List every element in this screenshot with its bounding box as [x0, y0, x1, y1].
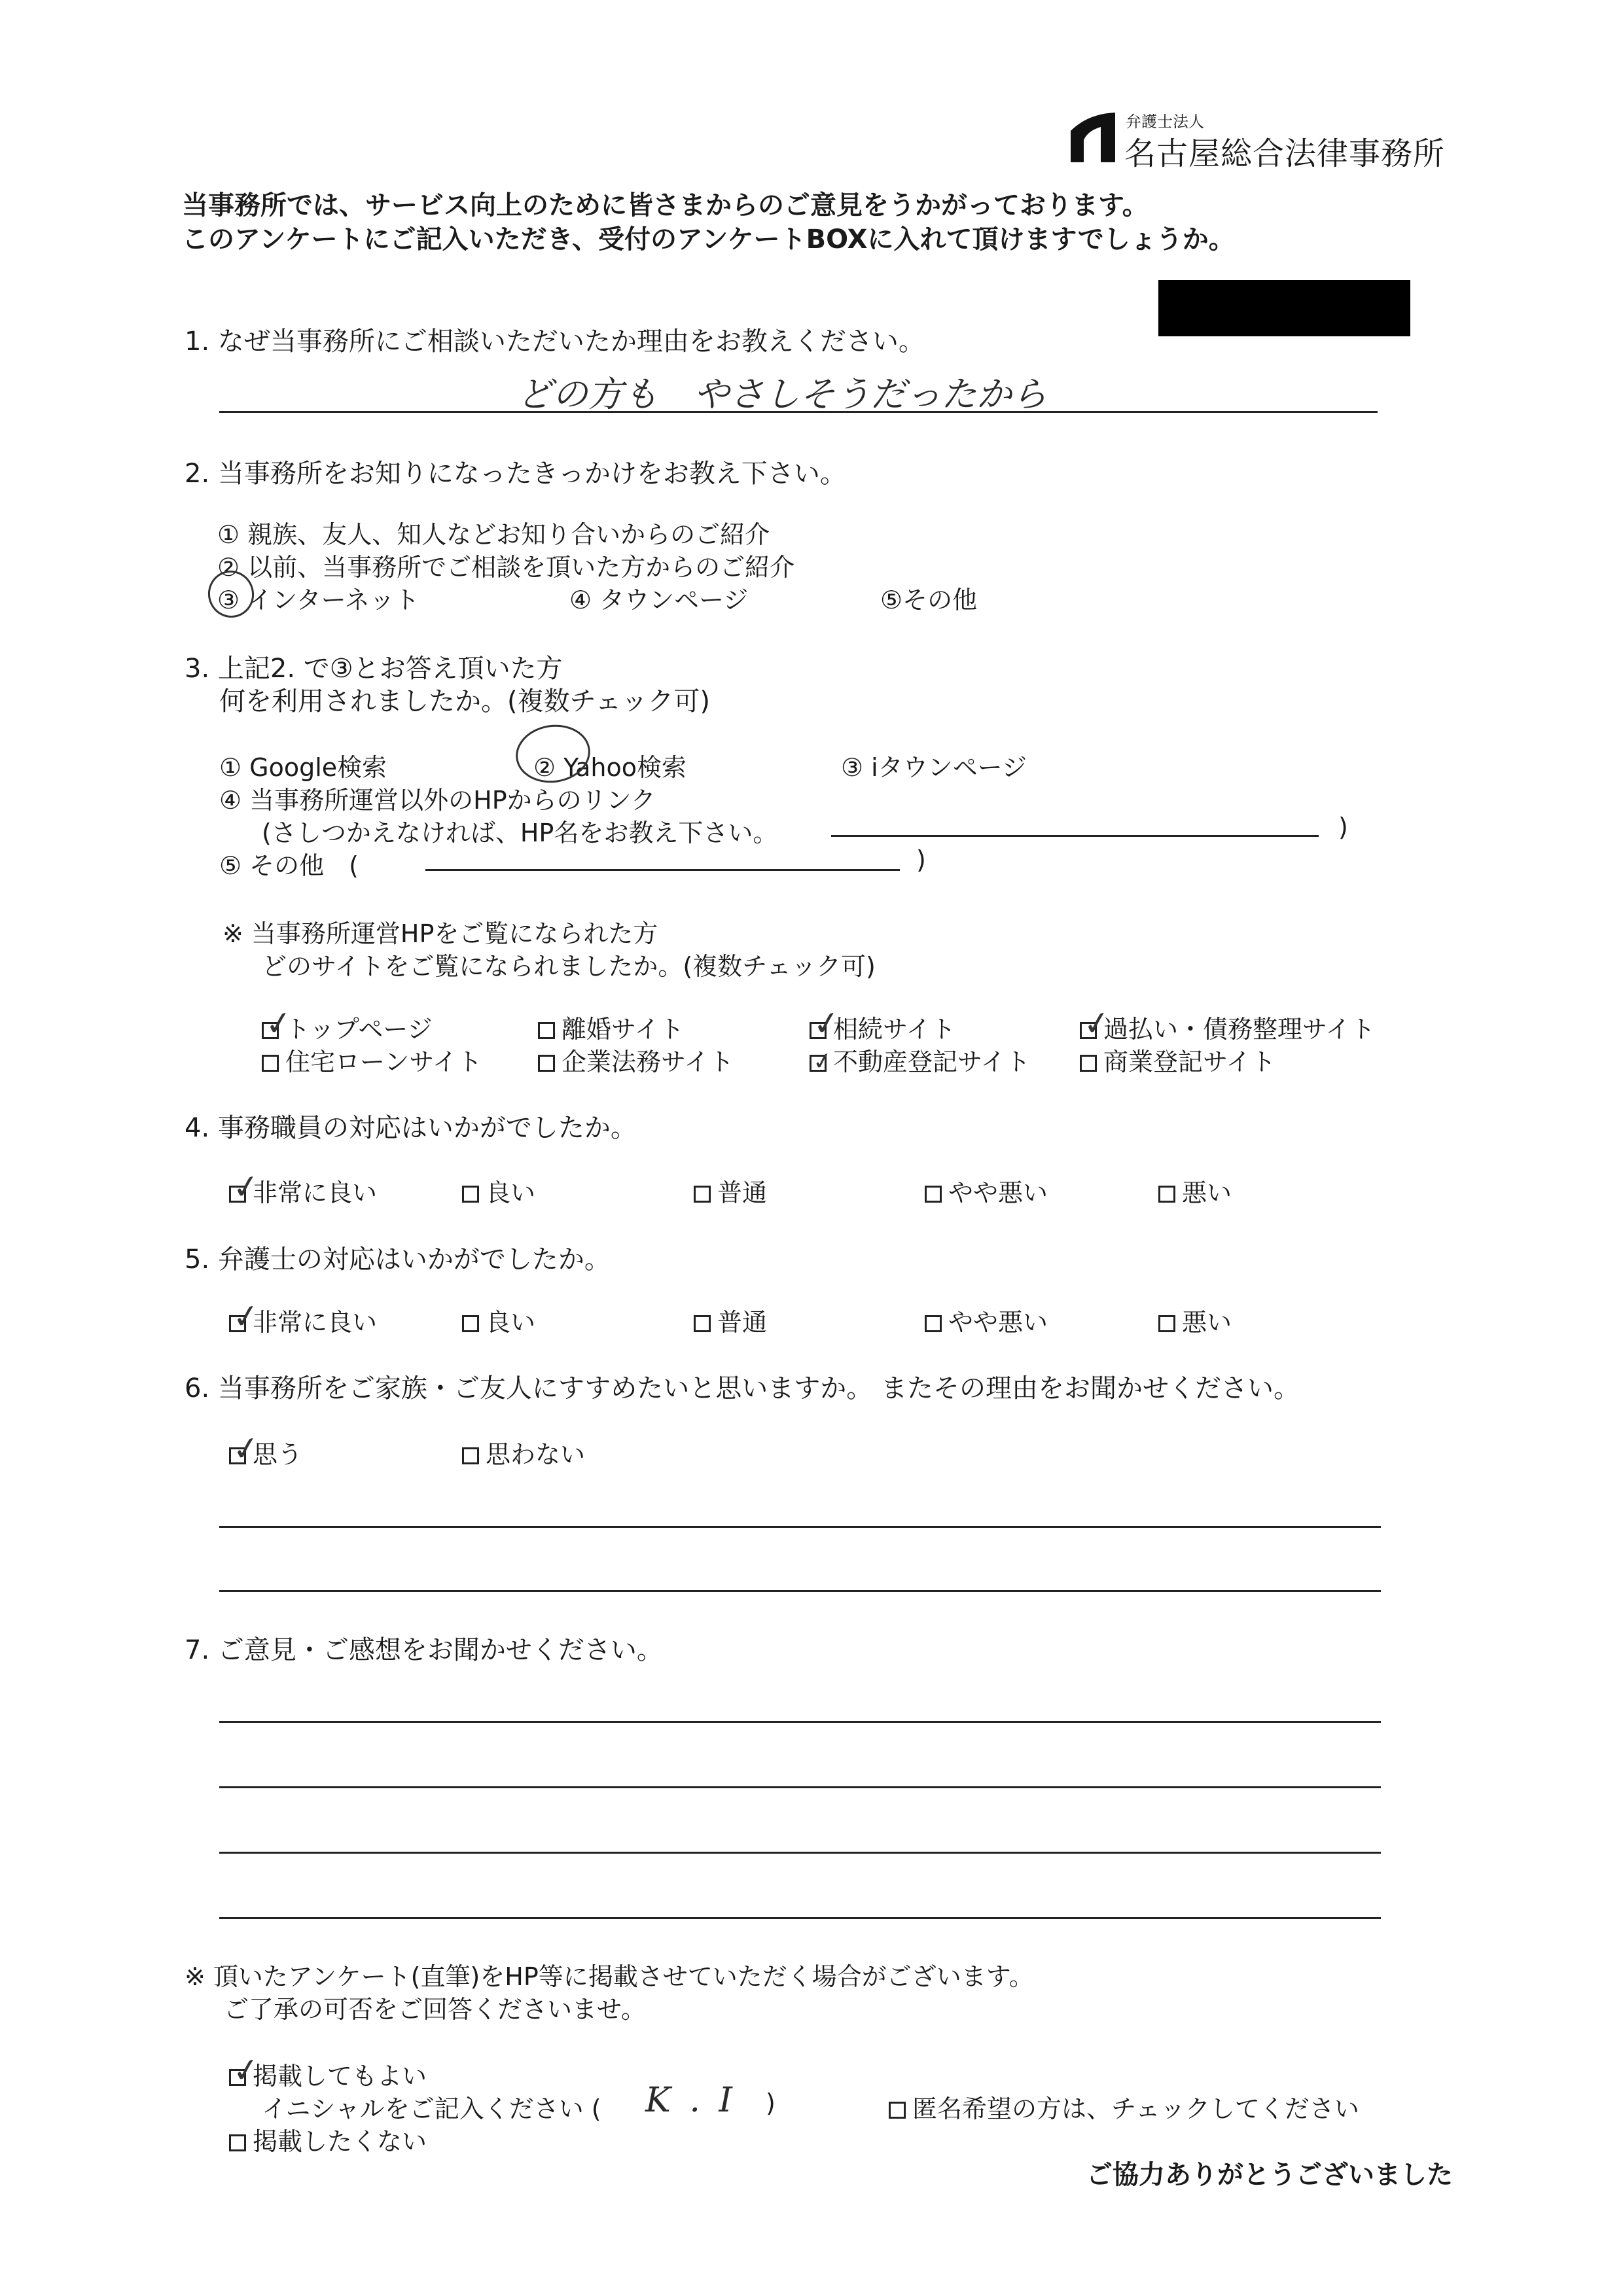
q7-comment-line-3[interactable]: [219, 1852, 1381, 1854]
q6-option-no[interactable]: 思わない: [462, 1434, 585, 1470]
q3-hp-name-line[interactable]: [831, 835, 1319, 837]
intro-line-2: このアンケートにご記入いただき、受付のアンケートBOXに入れて頂けますでしょうか。: [182, 224, 1235, 255]
site-top-page[interactable]: ✓ トップページ: [262, 1002, 433, 1044]
site-divorce[interactable]: 離婚サイト: [538, 1009, 684, 1045]
q7-comment-line-2[interactable]: [219, 1786, 1381, 1788]
q5-somewhat-bad-checkbox[interactable]: [925, 1315, 942, 1332]
q2-option-4[interactable]: ④ タウンページ: [569, 586, 749, 614]
check-mark-icon: ✓: [810, 1002, 843, 1044]
q6-question: 6. 当事務所をご家族・ご友人にすすめたいと思いますか。 またその理由をお聞かせください。: [185, 1373, 1300, 1404]
q3-option-1[interactable]: ① Google検索: [219, 753, 387, 782]
q4-rating-normal[interactable]: 普通: [694, 1173, 767, 1209]
q2-option-1[interactable]: ① 親族、友人、知人などお知り合いからのご紹介: [217, 520, 770, 549]
q2-question: 2. 当事務所をお知りになったきっかけをお教え下さい。: [185, 459, 846, 489]
consent-option-ok[interactable]: ✓ 掲載してもよい: [230, 2049, 427, 2091]
site-debt[interactable]: ✓ 過払い・債務整理サイト: [1080, 1002, 1376, 1044]
site-inheritance[interactable]: ✓ 相続サイト: [810, 1002, 956, 1044]
q1-answer-line: [219, 411, 1378, 413]
check-mark-icon: ✓: [230, 1296, 262, 1337]
q3-note-line-1: ※ 当事務所運営HPをご覧になられた方: [223, 919, 658, 948]
consent-option-ng[interactable]: 掲載したくない: [229, 2121, 427, 2157]
q7-question: 7. ご意見・ご感想をお聞かせください。: [185, 1635, 663, 1665]
check-mark-icon: ✓: [230, 2049, 262, 2091]
check-mark-icon: ✓: [811, 1047, 834, 1076]
q2-option-5[interactable]: ⑤その他: [880, 586, 978, 614]
q7-comment-line-4[interactable]: [219, 1917, 1381, 1919]
q5-bad-checkbox[interactable]: [1158, 1315, 1175, 1332]
q4-very-good-checkbox[interactable]: [229, 1166, 262, 1208]
q4-rating-somewhat-bad[interactable]: やや悪い: [925, 1173, 1048, 1209]
q3-option-4-hint: (さしつかえなければ、HP名をお教え下さい。: [262, 819, 778, 847]
initials-label: イニシャルをご記入ください (: [262, 2094, 601, 2123]
site-housing-loan-checkbox[interactable]: [262, 1055, 279, 1072]
q6-reason-line-1[interactable]: [219, 1526, 1381, 1528]
q4-good-checkbox[interactable]: [462, 1186, 479, 1203]
consent-ok-checkbox[interactable]: [229, 2049, 262, 2091]
q3-option-2[interactable]: ② Yahoo検索: [533, 753, 687, 782]
q1-question: 1. なぜ当事務所にご相談いただいたか理由をお教えください。: [185, 327, 925, 357]
q3-option-4[interactable]: ④ 当事務所運営以外のHPからのリンク: [219, 786, 656, 815]
redaction-block: [1158, 280, 1410, 336]
site-corporate-checkbox[interactable]: [538, 1055, 555, 1072]
q4-somewhat-bad-checkbox[interactable]: [925, 1186, 942, 1203]
site-debt-checkbox[interactable]: [1080, 1002, 1113, 1044]
q4-rating-good[interactable]: 良い: [462, 1173, 535, 1209]
q3-option-3[interactable]: ③ iタウンページ: [841, 753, 1027, 782]
q3-question-line-1: 3. 上記2. で③とお答え頂いた方: [185, 654, 563, 684]
consent-anonymous-checkbox[interactable]: [889, 2102, 906, 2119]
site-corporate[interactable]: 企業法務サイト: [538, 1042, 734, 1078]
q3-other-line[interactable]: [425, 869, 900, 871]
q5-normal-checkbox[interactable]: [694, 1315, 711, 1332]
q3-option-5[interactable]: ⑤ その他 (: [219, 851, 359, 880]
q4-question: 4. 事務職員の対応はいかがでしたか。: [185, 1113, 637, 1143]
check-mark-icon: ✓: [230, 1166, 262, 1208]
q4-normal-checkbox[interactable]: [694, 1186, 711, 1203]
initials-value[interactable]: K . I: [645, 2081, 736, 2120]
firm-name: 名古屋総合法律事務所: [1124, 135, 1446, 172]
q5-very-good-checkbox[interactable]: [229, 1296, 262, 1337]
site-divorce-checkbox[interactable]: [538, 1022, 555, 1039]
consent-ng-checkbox[interactable]: [229, 2134, 246, 2151]
firm-type: 弁護士法人: [1126, 113, 1204, 131]
consent-line-2: ご了承の可否をご回答くださいませ。: [224, 1995, 646, 2024]
q5-good-checkbox[interactable]: [462, 1315, 479, 1332]
q3-option-5-close: ): [916, 845, 926, 874]
consent-line-1: ※ 頂いたアンケート(直筆)をHP等に掲載させていただく場合がございます。: [185, 1962, 1034, 1991]
q5-rating-somewhat-bad[interactable]: やや悪い: [925, 1302, 1048, 1338]
q2-option-2[interactable]: ② 以前、当事務所でご相談を頂いた方からのご紹介: [217, 553, 795, 582]
q2-option-3[interactable]: ③ インターネット: [217, 586, 419, 614]
q6-no-checkbox[interactable]: [462, 1447, 479, 1464]
q5-rating-very-good[interactable]: ✓ 非常に良い: [230, 1296, 378, 1337]
check-mark-icon: ✓: [262, 1002, 295, 1044]
thanks-message: ご協力ありがとうございました: [1086, 2160, 1453, 2190]
site-top-page-checkbox[interactable]: [262, 1002, 295, 1044]
q4-rating-bad[interactable]: 悪い: [1158, 1173, 1232, 1209]
firm-logo-icon: [1068, 111, 1118, 162]
q5-question: 5. 弁護士の対応はいかがでしたか。: [185, 1245, 611, 1275]
consent-option-anonymous[interactable]: 匿名希望の方は、チェックしてください: [889, 2089, 1359, 2125]
q5-rating-good[interactable]: 良い: [462, 1302, 535, 1338]
q1-answer[interactable]: どの方も やさしそうだったから: [517, 374, 1047, 415]
intro-line-1: 当事務所では、サービス向上のために皆さまからのご意見をうかがっております。: [182, 190, 1149, 221]
site-inheritance-checkbox[interactable]: [810, 1002, 843, 1044]
q3-note-line-2: どのサイトをご覧になられましたか。(複数チェック可): [262, 952, 876, 981]
q4-bad-checkbox[interactable]: [1158, 1186, 1175, 1203]
q3-option-4-close: ): [1338, 813, 1348, 841]
q4-rating-very-good[interactable]: ✓ 非常に良い: [230, 1166, 378, 1208]
q6-option-yes[interactable]: ✓ 思う: [230, 1428, 303, 1470]
q7-comment-line-1[interactable]: [219, 1721, 1381, 1723]
site-real-estate[interactable]: ✓ 不動産登記サイト: [810, 1042, 1030, 1078]
q6-reason-line-2[interactable]: [219, 1590, 1381, 1592]
site-housing-loan[interactable]: 住宅ローンサイト: [262, 1042, 482, 1078]
q6-yes-checkbox[interactable]: [229, 1428, 262, 1470]
q5-rating-bad[interactable]: 悪い: [1158, 1302, 1232, 1338]
q3-question-line-2: 何を利用されましたか。(複数チェック可): [219, 686, 711, 716]
check-mark-icon: ✓: [230, 1428, 262, 1470]
site-commercial-checkbox[interactable]: [1080, 1055, 1097, 1072]
initials-close: ): [766, 2089, 776, 2117]
site-real-estate-checkbox[interactable]: [810, 1047, 834, 1076]
q5-rating-normal[interactable]: 普通: [694, 1302, 767, 1338]
check-mark-icon: ✓: [1080, 1002, 1113, 1044]
site-commercial[interactable]: 商業登記サイト: [1080, 1042, 1275, 1078]
